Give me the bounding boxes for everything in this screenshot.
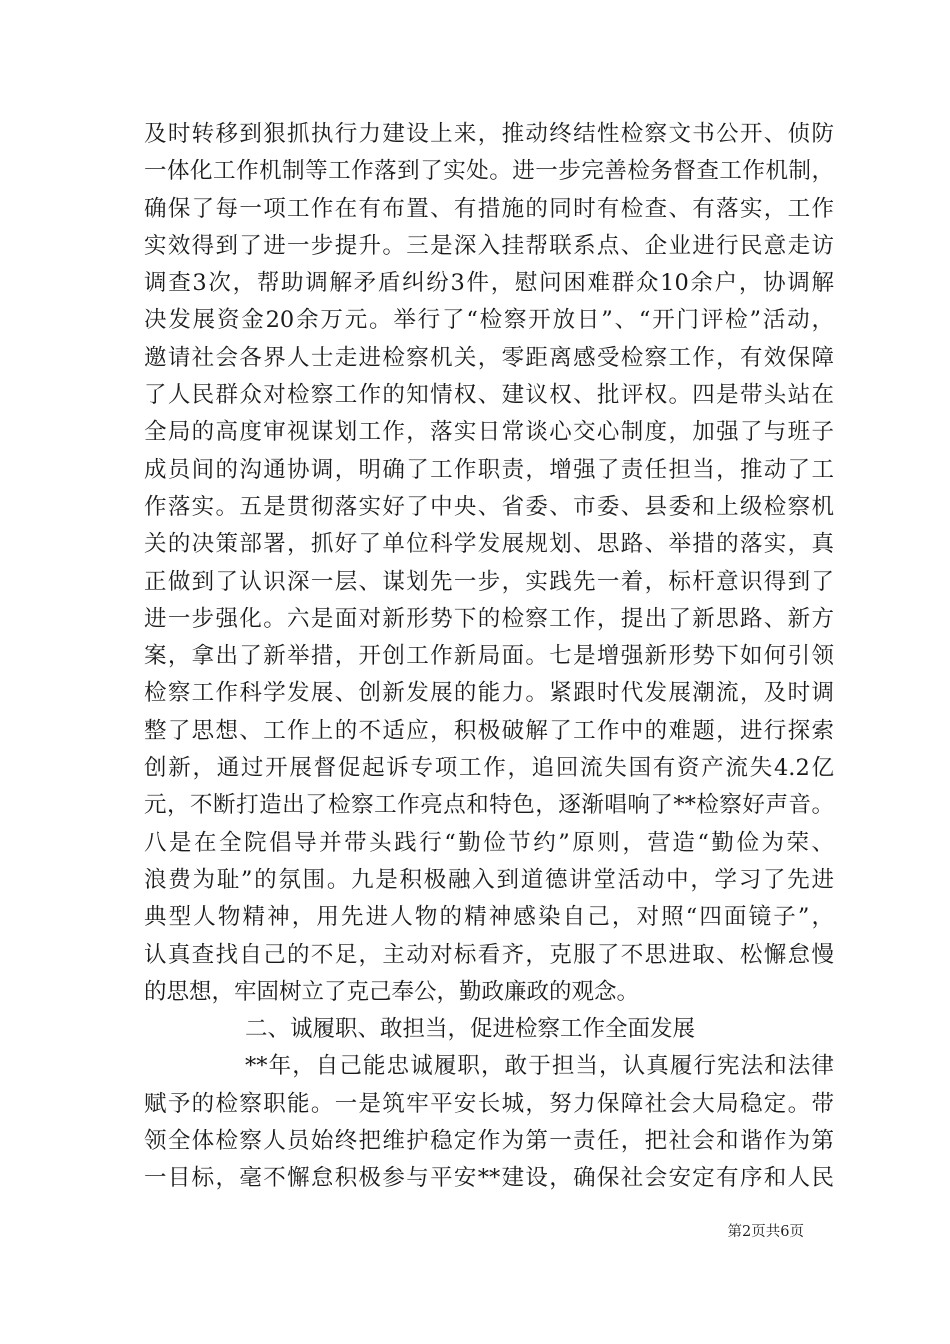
text-line: 创新，通过开展督促起诉专项工作，追回流失国有资产流失4.2亿 (144, 755, 834, 782)
text-line: 元，不断打造出了检察工作亮点和特色，逐渐唱响了**检察好声音。 (144, 792, 834, 819)
text-line: 浪费为耻”的氛围。九是积极融入到道德讲堂活动中，学习了先进 (144, 866, 834, 893)
text-line: 典型人物精神，用先进人物的精神感染自己，对照“四面镜子”， (144, 904, 834, 931)
text-line: 邀请社会各界人士走进检察机关，零距离感受检察工作，有效保障 (144, 344, 834, 371)
text-line: 及时转移到狠抓执行力建设上来，推动终结性检察文书公开、侦防 (144, 121, 834, 147)
text-line: 关的决策部署，抓好了单位科学发展规划、思路、举措的落实，真 (144, 531, 834, 558)
text-line: 了人民群众对检察工作的知情权、建议权、批评权。四是带头站在 (144, 382, 834, 409)
text-line: 的思想，牢固树立了克己奉公，勤政廉政的观念。 (144, 978, 640, 1005)
text-line: 领全体检察人员始终把维护稳定作为第一责任，把社会和谐作为第 (144, 1128, 834, 1155)
text-line: 决发展资金20余万元。举行了“检察开放日”、“开门评检”活动， (144, 307, 834, 334)
text-line: 一目标，毫不懈怠积极参与平安**建设，确保社会安定有序和人民 (144, 1165, 834, 1192)
text-line: 确保了每一项工作在有布置、有措施的同时有检查、有落实，工作 (144, 195, 834, 222)
document-body (144, 116, 834, 1198)
section-heading: 二、诚履职、敢担当，促进检察工作全面发展 (245, 1016, 696, 1043)
text-line: 赋予的检察职能。一是筑牢平安长城，努力保障社会大局稳定。带 (144, 1090, 834, 1117)
text-line: 作落实。五是贯彻落实好了中央、省委、市委、县委和上级检察机 (144, 493, 834, 520)
text-line: 检察工作科学发展、创新发展的能力。紧跟时代发展潮流，及时调 (144, 680, 834, 707)
page-number-footer: 第2页共6页 (727, 1224, 804, 1240)
text-line: 成员间的沟通协调，明确了工作职责，增强了责任担当，推动了工 (144, 456, 834, 483)
text-line: 进一步强化。六是面对新形势下的检察工作，提出了新思路、新方 (144, 605, 834, 632)
text-line: 认真查找自己的不足，主动对标看齐，克服了不思进取、松懈怠慢 (144, 941, 834, 968)
text-line: 正做到了认识深一层、谋划先一步，实践先一着，标杆意识得到了 (144, 568, 834, 595)
text-line: 实效得到了进一步提升。三是深入挂帮联系点、企业进行民意走访 (144, 232, 834, 259)
paragraph-1 (144, 116, 834, 1011)
text-line: 一体化工作机制等工作落到了实处。进一步完善检务督查工作机制， (144, 158, 834, 185)
text-line: 案，拿出了新举措，开创工作新局面。七是增强新形势下如何引领 (144, 643, 834, 670)
text-line: 全局的高度审视谋划工作，落实日常谈心交心制度，加强了与班子 (144, 419, 834, 446)
text-line: 调查3次，帮助调解矛盾纠纷3件，慰问困难群众10余户，协调解 (144, 270, 834, 297)
text-line: 整了思想、工作上的不适应，积极破解了工作中的难题，进行探索 (144, 717, 834, 744)
text-line: 八是在全院倡导并带头践行“勤俭节约”原则，营造“勤俭为荣、 (144, 829, 834, 856)
paragraph-2 (144, 1048, 834, 1197)
text-line: **年，自己能忠诚履职，敢于担当，认真履行宪法和法律 (245, 1053, 834, 1080)
